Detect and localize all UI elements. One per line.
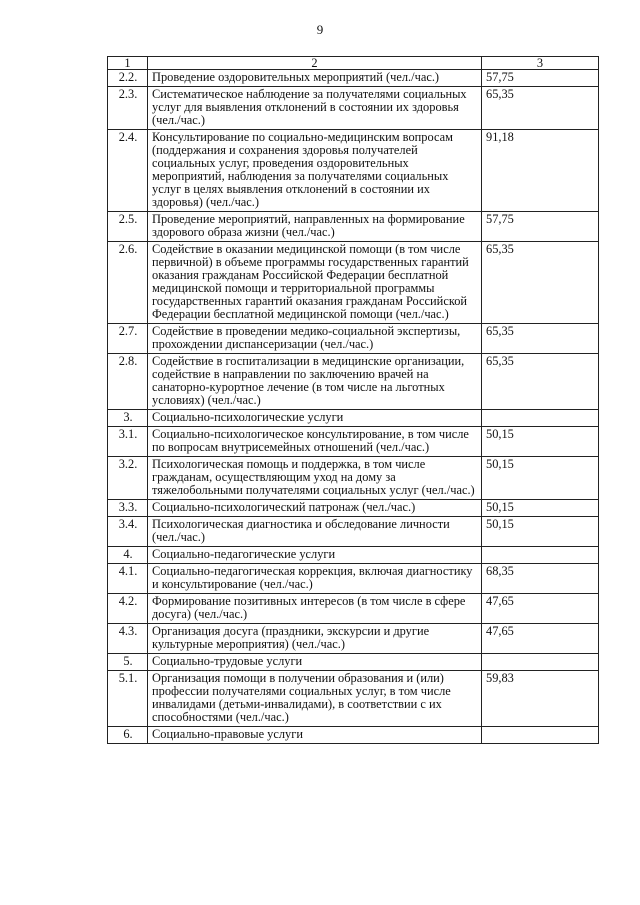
row-number: 4.1. <box>108 564 148 594</box>
row-number: 4.3. <box>108 624 148 654</box>
row-description: Психологическая диагностика и обследование личности (чел./час.) <box>148 517 482 547</box>
table-row <box>108 457 599 500</box>
row-value: 50,15 <box>482 517 599 547</box>
table-row <box>108 427 599 457</box>
header-col-1: 1 <box>108 57 148 70</box>
row-description: Социально-трудовые услуги <box>148 654 482 671</box>
row-value <box>482 547 599 564</box>
row-description: Проведение оздоровительных мероприятий (чел./час.) <box>148 70 482 87</box>
row-description: Социально-психологическое консультирование, в том числе по вопросам внутрисемейных отношений (чел./час.) <box>148 427 482 457</box>
row-number: 2.8. <box>108 354 148 410</box>
row-number: 4. <box>108 547 148 564</box>
table-row <box>108 727 599 744</box>
row-description: Социально-педагогические услуги <box>148 547 482 564</box>
row-value <box>482 654 599 671</box>
table-row <box>108 594 599 624</box>
row-value: 50,15 <box>482 427 599 457</box>
row-value: 68,35 <box>482 564 599 594</box>
row-value: 47,65 <box>482 624 599 654</box>
table-row <box>108 324 599 354</box>
row-number: 3.3. <box>108 500 148 517</box>
row-number: 3.2. <box>108 457 148 500</box>
row-number: 2.3. <box>108 87 148 130</box>
row-value: 50,15 <box>482 457 599 500</box>
table-row <box>108 410 599 427</box>
row-number: 3.4. <box>108 517 148 547</box>
row-value: 65,35 <box>482 354 599 410</box>
row-description: Проведение мероприятий, направленных на формирование здорового образа жизни (чел./час.) <box>148 212 482 242</box>
row-description: Организация помощи в получении образования и (или) профессии получателями социальных услуг, в том числе инвалидами (детьми-инвалидами), в соответствии с их способностями (чел./час.) <box>148 671 482 727</box>
row-value: 47,65 <box>482 594 599 624</box>
row-number: 5. <box>108 654 148 671</box>
row-number: 4.2. <box>108 594 148 624</box>
table-row <box>108 70 599 87</box>
row-description: Организация досуга (праздники, экскурсии и другие культурные мероприятия) (чел./час.) <box>148 624 482 654</box>
page-number: 9 <box>316 22 324 37</box>
row-value: 59,83 <box>482 671 599 727</box>
row-value: 65,35 <box>482 87 599 130</box>
row-description: Содействие в оказании медицинской помощи (в том числе первичной) в объеме программы государственных гарантий оказания гражданам Российской Федерации бесплатной медицинской помощи и территориальной программы государственных гарантий оказания гражданам Российской Федерации бесплатной медицинской помощи (чел./час.) <box>148 242 482 324</box>
row-description: Содействие в госпитализации в медицинские организации, содействие в направлении по заключению врачей на санаторно-курортное лечение (в том числе на льготных условиях) (чел./час.) <box>148 354 482 410</box>
row-value: 65,35 <box>482 242 599 324</box>
row-description: Содействие в проведении медико-социальной экспертизы, прохождении диспансеризации (чел./час.) <box>148 324 482 354</box>
row-value: 57,75 <box>482 70 599 87</box>
table-row <box>108 624 599 654</box>
table-row <box>108 517 599 547</box>
table-row <box>108 212 599 242</box>
row-description: Систематическое наблюдение за получателями социальных услуг для выявления отклонений в состоянии их здоровья (чел./час.) <box>148 87 482 130</box>
table-row <box>108 654 599 671</box>
row-description: Формирование позитивных интересов (в том числе в сфере досуга) (чел./час.) <box>148 594 482 624</box>
header-col-3: 3 <box>482 57 599 70</box>
row-number: 3. <box>108 410 148 427</box>
table-row <box>108 242 599 324</box>
row-value <box>482 727 599 744</box>
row-value <box>482 410 599 427</box>
table-row <box>108 671 599 727</box>
table-row <box>108 564 599 594</box>
table-row <box>108 130 599 212</box>
table-header-row <box>108 57 599 70</box>
table-row <box>108 547 599 564</box>
table-row <box>108 500 599 517</box>
row-value: 57,75 <box>482 212 599 242</box>
row-number: 2.6. <box>108 242 148 324</box>
row-value: 50,15 <box>482 500 599 517</box>
row-description: Консультирование по социально-медицинским вопросам (поддержания и сохранения здоровья получателей социальных услуг, проведения оздоровительных мероприятий, наблюдения за получателями социальных услуг в целях выявления отклонений в состоянии их здоровья) (чел./час.) <box>148 130 482 212</box>
row-value: 65,35 <box>482 324 599 354</box>
row-description: Социально-педагогическая коррекция, включая диагностику и консультирование (чел./час.) <box>148 564 482 594</box>
row-description: Психологическая помощь и поддержка, в том числе гражданам, осуществляющим уход на дому за тяжелобольными получателями социальных услуг (чел./час.) <box>148 457 482 500</box>
row-number: 2.2. <box>108 70 148 87</box>
row-number: 2.5. <box>108 212 148 242</box>
row-number: 5.1. <box>108 671 148 727</box>
row-description: Социально-психологический патронаж (чел./час.) <box>148 500 482 517</box>
row-number: 2.4. <box>108 130 148 212</box>
row-value: 91,18 <box>482 130 599 212</box>
row-number: 2.7. <box>108 324 148 354</box>
row-description: Социально-правовые услуги <box>148 727 482 744</box>
services-table <box>107 56 599 744</box>
row-number: 6. <box>108 727 148 744</box>
table-row <box>108 87 599 130</box>
table-row <box>108 354 599 410</box>
row-number: 3.1. <box>108 427 148 457</box>
row-description: Социально-психологические услуги <box>148 410 482 427</box>
header-col-2: 2 <box>148 57 482 70</box>
